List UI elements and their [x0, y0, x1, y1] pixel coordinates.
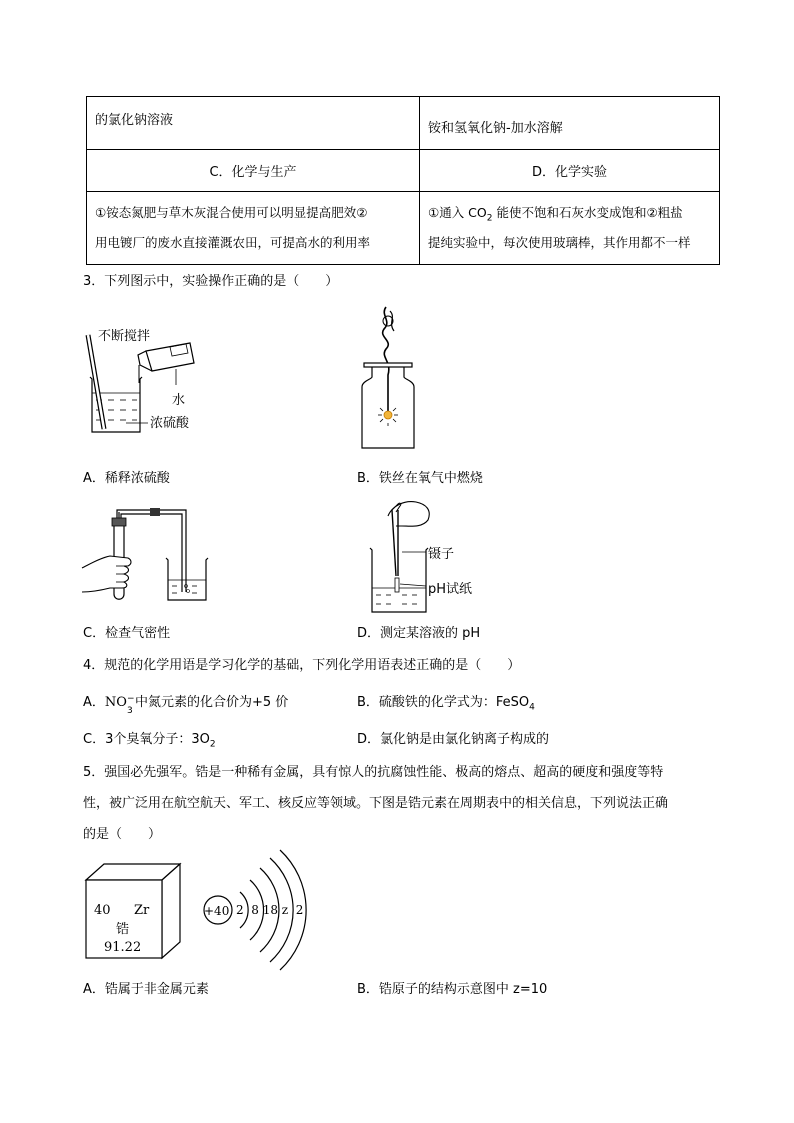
q5-line1: 5．强国必先强军。锆是一种稀有金属，具有惊人的抗腐蚀性能、极高的熔点、超高的硬度和强度等特	[83, 765, 664, 780]
q4-option-a: A．NO − 3 中氮元素的化合价为+5 价	[83, 694, 289, 716]
cell-line: ①通入 $CO_2$ 能使不饱和石灰水变成饱和②粗盐	[428, 205, 683, 224]
q4-option-b: B．硫酸铁的化学式为：FeSO$_4$	[357, 695, 535, 713]
q5-line3: 的是（ ）	[83, 827, 162, 842]
q5-line2: 性，被广泛用在航空航天、军工、核反应等领域。下图是锆元素在周期表中的相关信息，下列说法正确	[83, 796, 669, 811]
table-cell	[420, 97, 720, 150]
table-cell	[87, 192, 420, 265]
element-name: 锆	[116, 922, 130, 937]
cell-line: 用电镀厂的废水直接灌溉农田，可提高水的利用率	[95, 235, 371, 250]
figure-c-airtightness	[80, 508, 210, 604]
cell-text: 铵和氢氧化钠-加水溶解	[428, 120, 563, 136]
q3-option-a: A．稀释浓硫酸	[83, 471, 170, 486]
q3-stem: 3．下列图示中，实验操作正确的是（ ）	[83, 274, 339, 289]
atom-nucleus-charge: +40	[204, 904, 230, 918]
label-ph-paper: pH试纸	[428, 582, 473, 597]
cell-line: ①铵态氮肥与草木灰混合使用可以明显提高肥效②	[95, 205, 368, 220]
label-water: 水	[172, 393, 186, 408]
element-mass: 91.22	[104, 940, 142, 955]
q4-option-d: D．氯化钠是由氯化钠离子构成的	[357, 732, 550, 747]
element-symbol: Zr	[134, 903, 150, 918]
label-tweezers: 镊子	[428, 547, 455, 562]
label-acid: 浓硫酸	[150, 416, 190, 431]
header-text: D．化学实验	[531, 165, 607, 180]
q4-option-c: C．3个臭氧分子：$3O_2$	[83, 732, 216, 750]
label-stir: 不断搅拌	[98, 329, 151, 344]
q2-table	[86, 96, 720, 265]
q4-stem: 4．规范的化学用语是学习化学的基础，下列化学用语表述正确的是（ ）	[83, 658, 521, 673]
figure-b-iron-burning	[358, 305, 420, 450]
q3-option-b: B．铁丝在氧气中燃烧	[357, 471, 483, 486]
cell-line: 提纯实验中，每次使用玻璃棒，其作用都不一样	[428, 235, 691, 250]
table-cell	[420, 192, 720, 265]
cell-text: 的氯化钠溶液	[95, 113, 174, 128]
q5-option-b: B．锆原子的结构示意图中 z=10	[357, 982, 548, 997]
q5-option-a: A．锆属于非金属元素	[83, 982, 209, 997]
element-number: 40	[94, 903, 111, 918]
q3-option-c: C．检查气密性	[83, 626, 171, 641]
table-header-c	[87, 150, 420, 192]
header-text: C．化学与生产	[209, 165, 297, 180]
table-header-d	[420, 150, 720, 192]
table-cell	[87, 97, 420, 150]
atom-shell-electrons: 2 8 18 z 2	[236, 903, 304, 917]
q3-option-d: D．测定某溶液的 pH	[357, 626, 481, 641]
